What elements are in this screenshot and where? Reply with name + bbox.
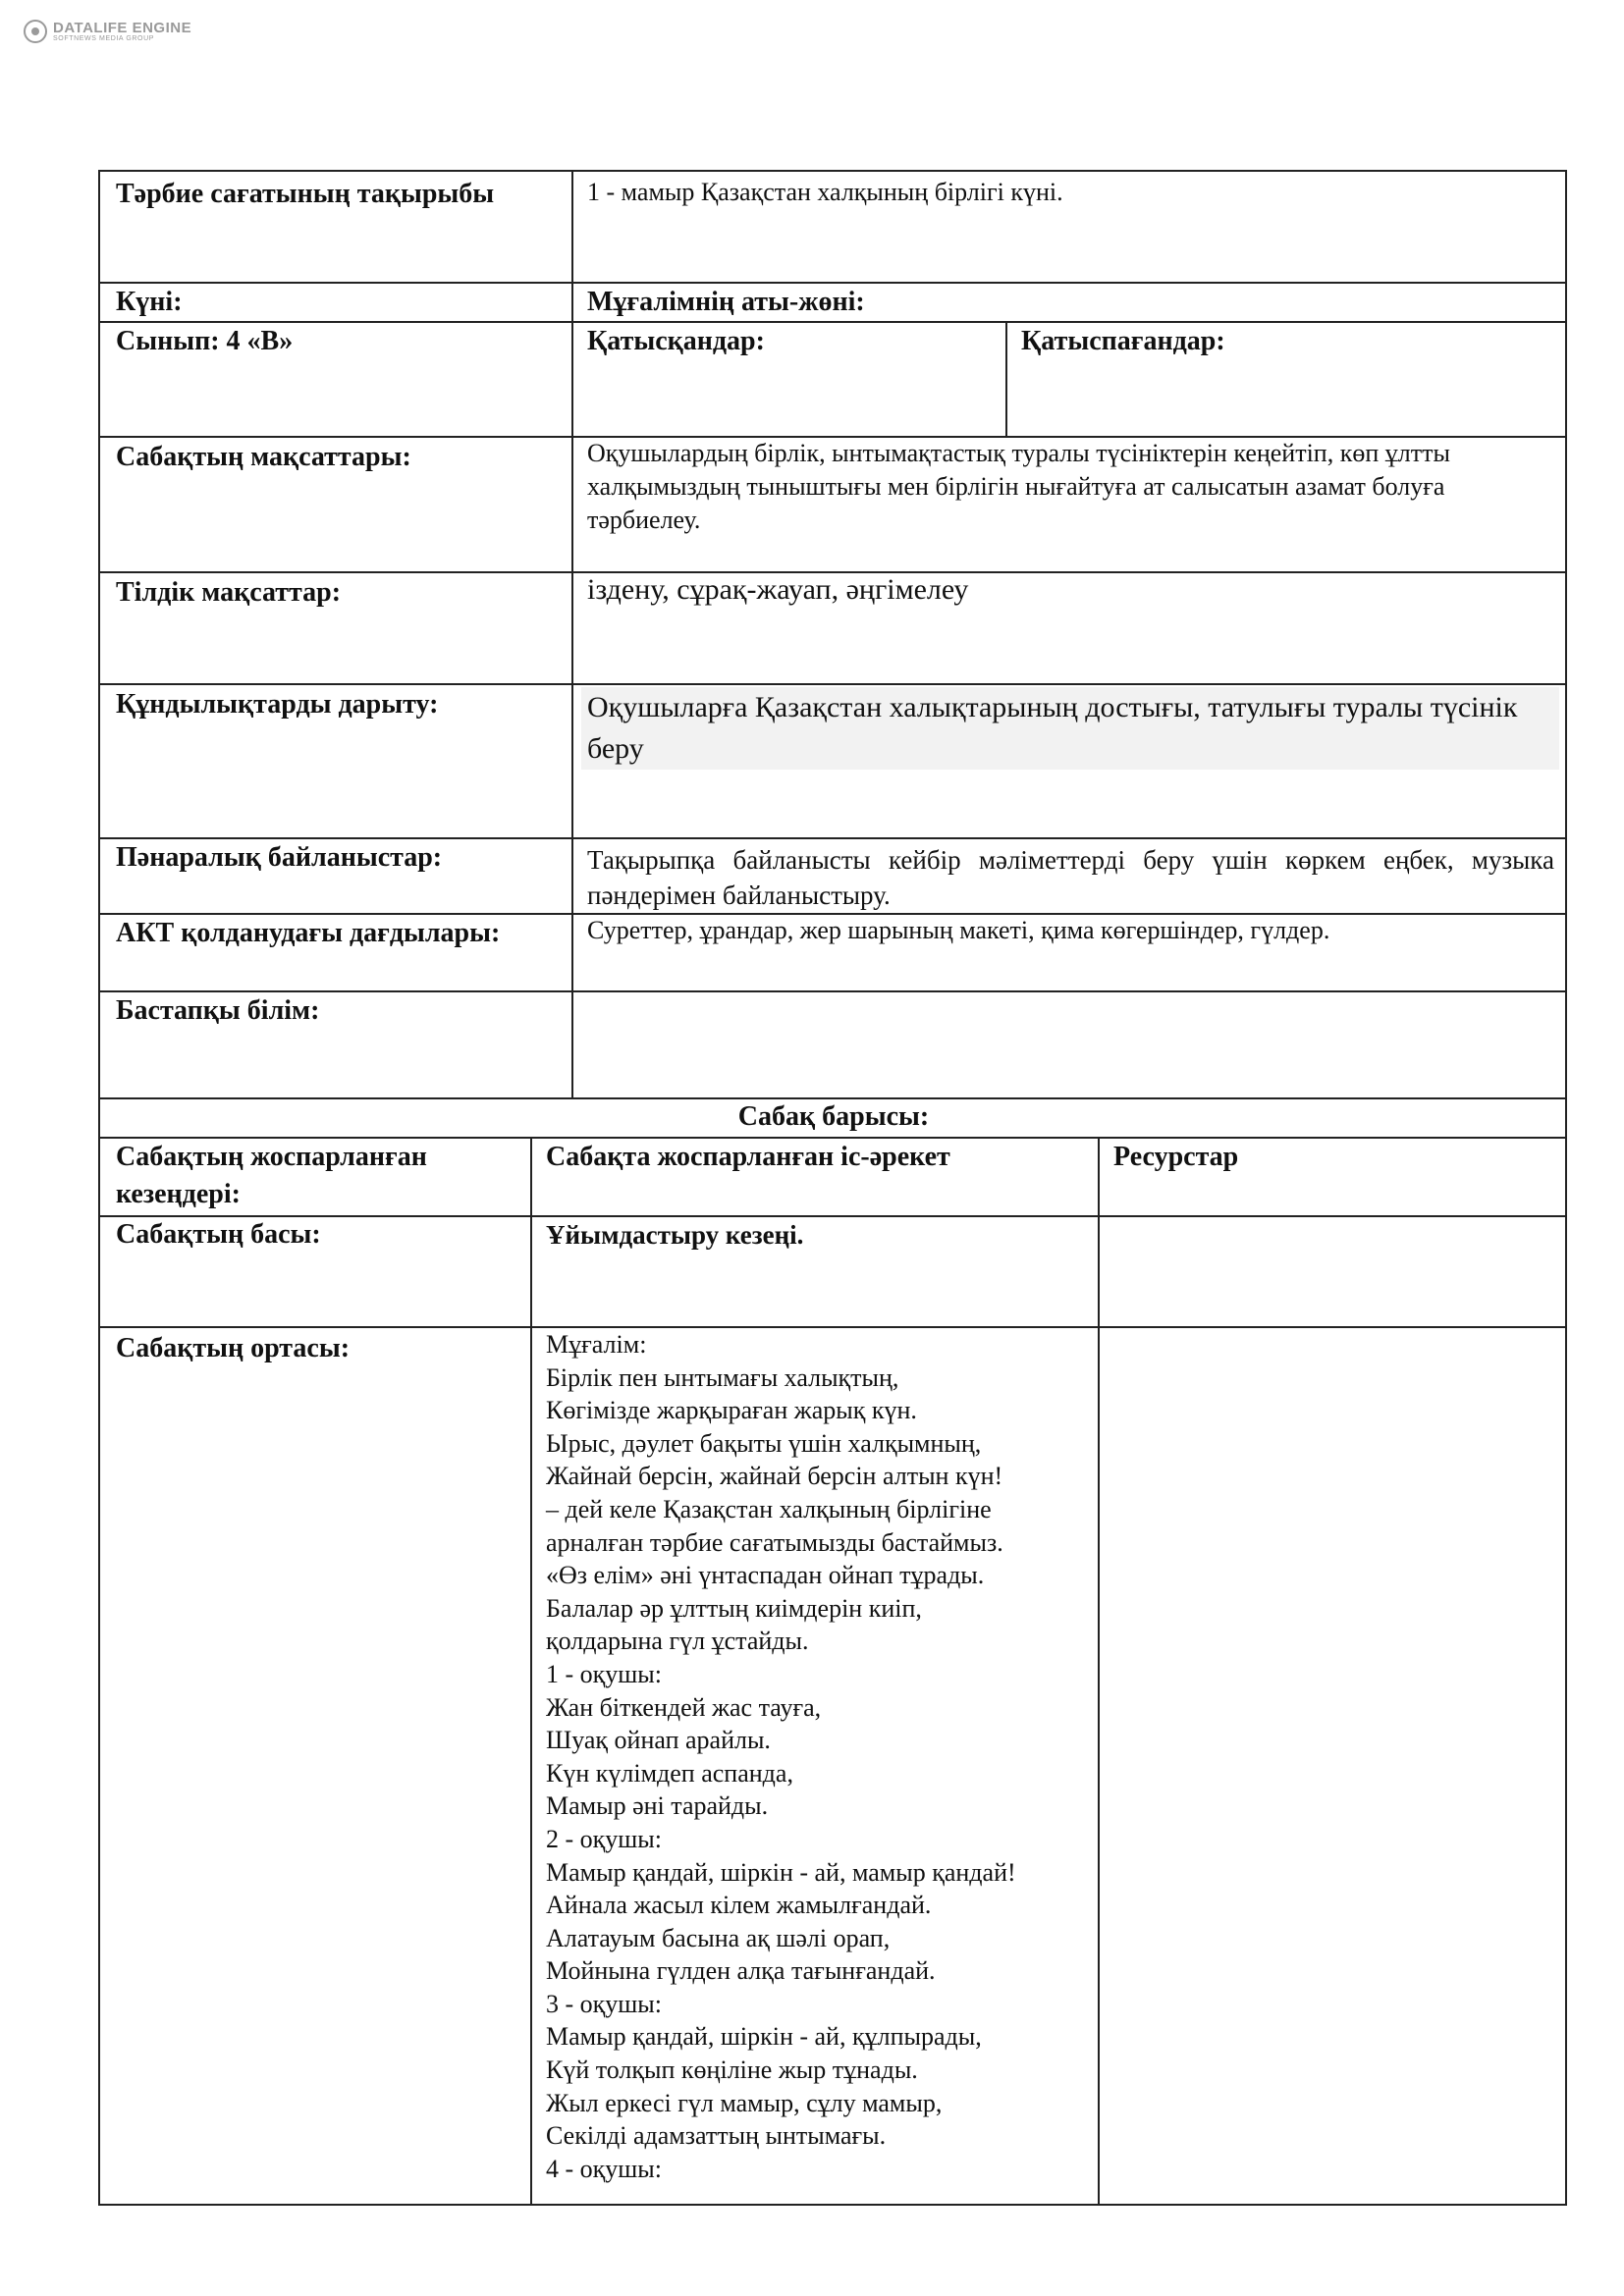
teacher-label: Мұғалімнің аты-жөні: <box>587 287 865 317</box>
values-label: Құндылықтарды дарыту: <box>116 689 439 720</box>
values-value: Оқушыларға Қазақстан халықтарының достығы, татулығы туралы түсінік беру <box>581 687 1559 770</box>
present-label: Қатысқандар: <box>587 326 765 356</box>
goals-label: Сабақтың мақсаттары: <box>116 442 411 472</box>
watermark-logo <box>24 20 191 43</box>
absent-label: Қатыспағандар: <box>1021 326 1225 356</box>
goals-value: Оқушылардың бірлік, ынтымақтастық туралы түсініктерін кеңейтіп, көп ұлтты халқымыздың тыныштығы мен бірлігін нығайтуға ат салысатын азамат болуға тәрбиелеу. <box>587 439 1450 534</box>
lesson-middle-activity: Мұғалім: Бірлік пен ынтымағы халықтың, Көгімізде жарқыраған жарық күн. Ырыс, дәулет бақыты үшін халқымның, Жайнай берсін, жайнай берсін алтын күн! – дей келе Қазақстан халқының бірлігіне арналған тәрбие сағатымызды бастаймыз. «Өз елім» әні үнтаспадан ойнап тұрады. Балалар әр ұлттың киімдерін киіп, қолдарына гүл ұстайды. 1 - оқушы: Жан біткендей жас тауға, Шуақ ойнап арайлы. Күн күлімдеп аспанда, Мамыр әні тарайды. 2 - оқушы: Мамыр қандай, шіркін - ай, мамыр қандай! Айнала жасыл кілем жамылғандай. Алатауым басына ақ шәлі орап, Мойнына гүлден алқа тағынғандай. 3 - оқушы: Мамыр қандай, шіркін - ай, құлпырады, Күй толқып көңіліне жыр тұнады. Жыл еркесі гүл мамыр, сұлу мамыр, Секілді адамзаттың ынтымағы. 4 - оқушы: <box>546 1330 1016 2183</box>
date-label: Күні: <box>116 287 183 317</box>
class-label: Сынып: 4 «В» <box>116 326 294 356</box>
col-activity-header: Сабақта жоспарланған іс-әрекет <box>546 1142 950 1172</box>
lesson-middle-label: Сабақтың ортасы: <box>116 1333 351 1363</box>
ict-skills-value: Суреттер, ұрандар, жер шарының макеті, қима көгершіндер, гүлдер. <box>587 916 1330 944</box>
cross-curricular-label: Пәнаралық байланыстар: <box>116 842 443 873</box>
language-goals-value: іздену, сұрақ-жауап, әңгімелеу <box>587 573 969 606</box>
watermark-brand: DATALIFE ENGINE <box>53 19 192 36</box>
cross-curricular-value: Тақырыпқа байланысты кейбір мәліметтерді беру үшін көркем еңбек, музыка пәндерімен байланыстыру. <box>587 845 1554 910</box>
language-goals-label: Тілдік мақсаттар: <box>116 577 342 608</box>
watermark-sub: SOFTNEWS MEDIA GROUP <box>53 34 155 42</box>
lesson-start-label: Сабақтың басы: <box>116 1219 321 1250</box>
lesson-plan-table <box>98 170 1567 2206</box>
prior-knowledge-label: Бастапқы білім: <box>116 995 320 1026</box>
ict-skills-label: АКТ қолданудағы дағдылары: <box>116 918 501 948</box>
col-stages-header: Сабақтың жоспарланған кезеңдері: <box>116 1142 427 1209</box>
lesson-section-title: Сабақ барысы: <box>737 1101 930 1132</box>
col-resources-header: Ресурстар <box>1113 1142 1239 1172</box>
topic-label: Тәрбие сағатының тақырыбы <box>116 179 495 209</box>
eye-icon <box>24 20 47 43</box>
topic-value: 1 - мамыр Қазақстан халқының бірлігі күні. <box>587 178 1063 206</box>
lesson-start-activity: Ұйымдастыру кезеңі. <box>546 1220 804 1250</box>
